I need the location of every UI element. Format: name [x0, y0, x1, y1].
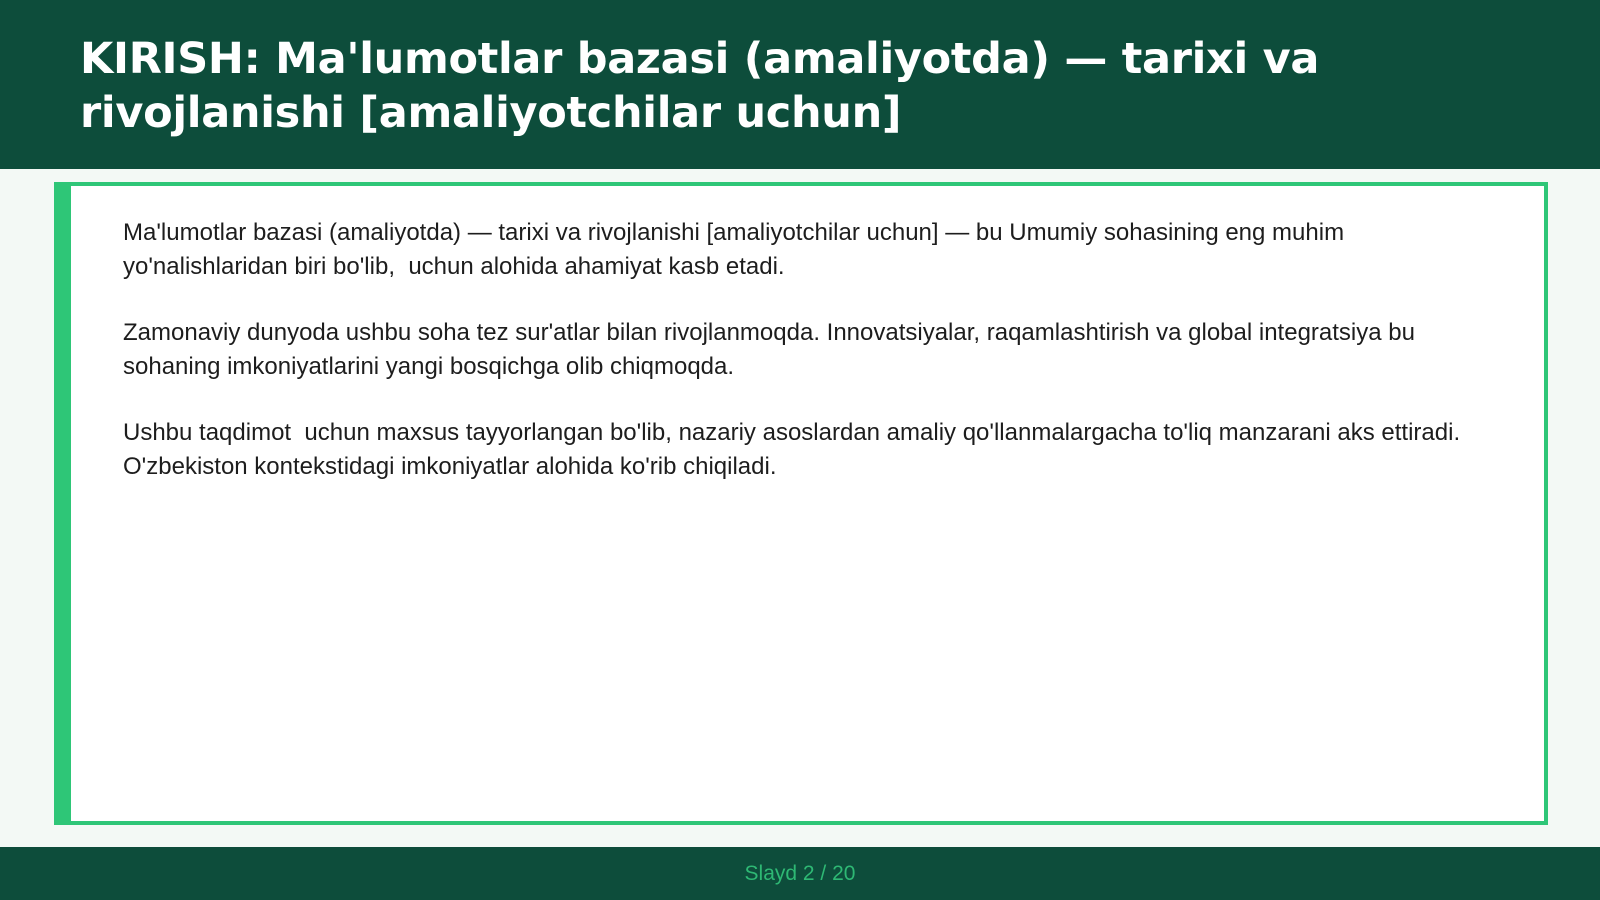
content-body [123, 216, 1503, 516]
slide-header [0, 0, 1600, 169]
slide-title: KIRISH: Ma'lumotlar bazasi (amaliyotda) — tarixi va rivojlanishi [amaliyotchilar uchun] [80, 34, 1320, 138]
paragraph-intro: Ma'lumotlar bazasi (amaliyotda) — tarixi va rivojlanishi [amaliyotchilar uchun] — bu Umumiy sohasining eng muhim yo'nalishlaridan biri bo'lib, uchun alohida ahamiyat kasb etadi. [123, 219, 1351, 280]
paragraph-presentation-scope: Ushbu taqdimot uchun maxsus tayyorlangan bo'lib, nazariy asoslardan amaliy qo'llanmalargacha to'liq manzarani aks ettiradi. O'zbekiston kontekstidagi imkoniyatlar alohida ko'rib chiqiladi. [123, 419, 1467, 480]
content-panel [54, 182, 1548, 825]
paragraph-modern-world: Zamonaviy dunyoda ushbu soha tez sur'atlar bilan rivojlanmoqda. Innovatsiyalar, raqamlashtirish va global integratsiya bu sohaning imkoniyatlarini yangi bosqichga olib chiqmoqda. [123, 319, 1422, 380]
slide-footer [0, 847, 1600, 900]
slide-counter: Slayd 2 / 20 [744, 861, 856, 885]
